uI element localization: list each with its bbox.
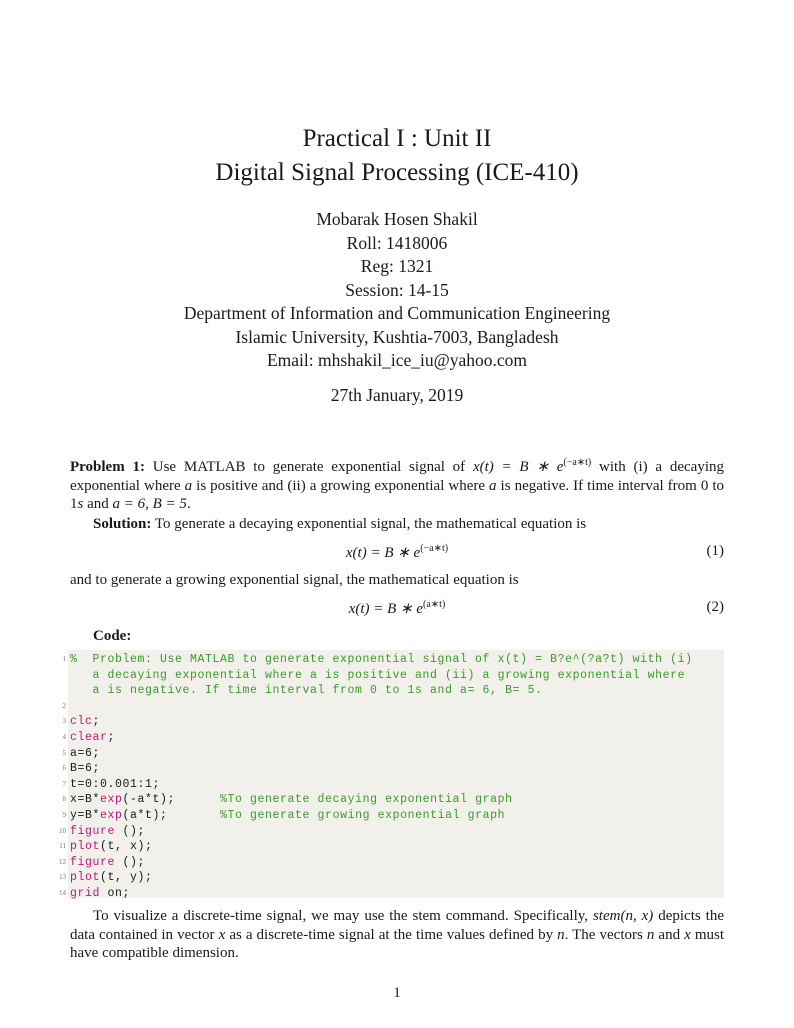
- math-var-x: x: [218, 926, 226, 943]
- stem-text: must have compatible dimension.: [70, 926, 725, 961]
- code-content: [70, 777, 160, 793]
- math-var-x: x: [684, 926, 691, 943]
- author-email: Email: mhshakil_ice_iu@yahoo.com: [266, 350, 528, 370]
- code-content: [70, 668, 685, 684]
- solution-text: To generate a decaying exponential signal, the mathematical equation is: [151, 516, 587, 532]
- line-number: 10: [59, 826, 66, 835]
- code-keyword: grid: [70, 887, 101, 900]
- code-label: Code:: [93, 628, 132, 644]
- code-content: [70, 652, 693, 668]
- code-keyword: exp: [100, 793, 123, 807]
- equation-1-exponent: (−a∗t): [420, 543, 449, 554]
- problem-params: a = 6, B = 5: [112, 496, 187, 512]
- code-text: y=B*: [70, 809, 101, 822]
- code-text: (a*t);: [122, 809, 221, 822]
- line-number: 6: [62, 764, 66, 773]
- code-content: [70, 761, 100, 777]
- code-text: (-a*t);: [122, 793, 221, 807]
- code-text: (t, y);: [100, 871, 153, 885]
- code-text: (t, x);: [100, 840, 153, 854]
- code-keyword: plot: [70, 840, 101, 854]
- code-keyword: figure: [70, 824, 116, 838]
- equation-1-lhs: x(t) = B ∗ e: [345, 545, 421, 561]
- math-var-n: n: [557, 926, 565, 943]
- problem-text: .: [186, 496, 191, 512]
- equation-1-number: (1): [706, 543, 724, 559]
- code-keyword: exp: [100, 809, 123, 822]
- code-text: ;: [92, 715, 101, 729]
- line-number: 4: [62, 733, 66, 741]
- math-var-a: a: [489, 477, 497, 494]
- code-text: on;: [100, 887, 131, 900]
- code-text: ();: [115, 855, 146, 869]
- between-equations-text: and to generate a growing exponential signal, the mathematical equation is: [70, 572, 519, 588]
- title-block: [0, 122, 794, 190]
- page-number: 1: [393, 985, 401, 1001]
- problem-text: Use MATLAB to generate exponential signal of: [144, 459, 473, 475]
- code-comment: a is negative. If time interval from 0 to 1s and a= 6, B= 5.: [70, 684, 543, 698]
- author-name: Mobarak Hosen Shakil: [316, 209, 478, 229]
- math-var-n: n: [646, 926, 655, 943]
- problem-formula: x(t) = B ∗ e: [472, 459, 564, 475]
- problem-text: and: [83, 496, 113, 512]
- code-content: [70, 730, 115, 746]
- solution-paragraph: [70, 515, 724, 534]
- code-keyword: clc: [70, 715, 93, 729]
- line-number: 9: [62, 811, 66, 819]
- title-line-2: Digital Signal Processing (ICE-410): [215, 159, 579, 186]
- code-keyword: plot: [70, 871, 101, 885]
- code-text: ();: [115, 824, 146, 838]
- author-roll: Roll: 1418006: [346, 232, 448, 253]
- line-number: 7: [62, 779, 66, 788]
- code-text: a=6;: [70, 746, 101, 760]
- code-comment: a decaying exponential where a is positive and (ii) a growing exponential where: [70, 668, 686, 682]
- problem-text: is positive and (ii) a growing exponential where: [192, 477, 490, 494]
- solution-label: Solution:: [93, 516, 152, 532]
- author-session: Session: 14-15: [345, 279, 449, 300]
- line-number: 3: [62, 717, 66, 726]
- document-date: 27th January, 2019: [330, 385, 464, 405]
- code-text: B=6;: [70, 762, 101, 776]
- problem-formula-exponent: (−a∗t): [563, 457, 592, 468]
- stem-text: . The vectors: [564, 926, 647, 943]
- code-comment: %To generate decaying exponential graph: [220, 793, 513, 807]
- math-stem: stem(n, x): [592, 908, 654, 924]
- math-var-a: a: [184, 477, 193, 494]
- code-content: [70, 792, 513, 808]
- code-content: [70, 839, 153, 855]
- author-university: Islamic University, Kushtia-7003, Bangladesh: [235, 326, 559, 347]
- stem-text: as a discrete-time signal at the time values defined by: [225, 926, 558, 943]
- code-content: [70, 746, 100, 762]
- code-content: [70, 870, 153, 886]
- line-number: 1: [62, 655, 66, 663]
- code-content: [70, 855, 145, 871]
- author-reg: Reg: 1321: [360, 256, 434, 276]
- equation-2-exponent: (a∗t): [423, 599, 446, 610]
- stem-text: and: [654, 926, 685, 943]
- problem-label: Problem 1:: [70, 459, 145, 475]
- line-number: 5: [62, 748, 66, 757]
- line-number: 14: [59, 889, 66, 897]
- equation-2: [70, 599, 724, 619]
- math-unit-s: s: [77, 496, 84, 512]
- line-number: 2: [62, 701, 66, 710]
- line-number: 13: [59, 873, 66, 882]
- author-block: [0, 208, 794, 373]
- equation-2-lhs: x(t) = B ∗ e: [348, 601, 424, 617]
- equation-2-number: (2): [706, 599, 724, 615]
- stem-text: To visualize a discrete-time signal, we may use the stem command. Specifically,: [93, 908, 593, 924]
- code-content: [70, 824, 145, 840]
- problem-text: with (i) a decaying exponential where: [70, 459, 724, 494]
- code-content: [70, 886, 130, 902]
- equation-1: [70, 543, 724, 563]
- code-comment: % Problem: Use MATLAB to generate exponential signal of x(t) = B?e^(?a?t) with (i): [70, 653, 693, 666]
- author-department: Department of Information and Communication Engineering: [183, 303, 611, 323]
- problem-text: is negative. If time interval from 0 to 1: [70, 477, 725, 512]
- code-text: ;: [107, 731, 116, 744]
- code-keyword: clear: [70, 731, 108, 744]
- code-listing: [59, 650, 724, 900]
- code-content: [70, 714, 100, 730]
- stem-text: depicts the data contained in vector: [70, 908, 724, 943]
- line-number: 11: [59, 842, 66, 851]
- line-number: 12: [59, 857, 66, 866]
- line-number: 8: [62, 795, 66, 804]
- code-keyword: figure: [70, 855, 116, 869]
- code-text: t=0:0.001:1;: [70, 777, 161, 791]
- code-content: [70, 808, 505, 824]
- code-heading: [70, 627, 724, 646]
- code-content: [70, 683, 543, 699]
- code-text: x=B*: [70, 793, 101, 807]
- stem-paragraph: [70, 907, 724, 963]
- problem-paragraph: [70, 458, 724, 514]
- title-line-1: Practical I : Unit II: [302, 125, 492, 152]
- code-comment: %To generate growing exponential graph: [220, 809, 506, 822]
